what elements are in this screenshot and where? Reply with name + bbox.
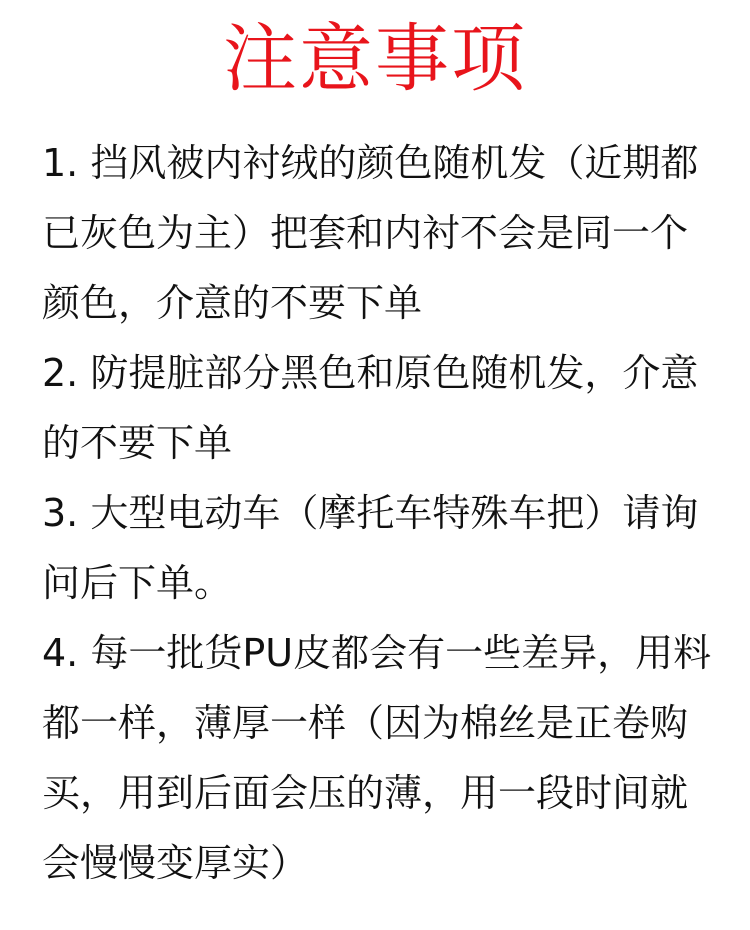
note-item-1: 1. 挡风被内衬绒的颜色随机发（近期都已灰色为主）把套和内衬不会是同一个颜色，介意的不要下单 — [42, 141, 699, 325]
note-item-3: 3. 大型电动车（摩托车特殊车把）请询问后下单。 — [42, 491, 699, 605]
notes-list — [42, 128, 712, 898]
note-item-2: 2. 防提脏部分黑色和原色随机发，介意的不要下单 — [42, 351, 699, 465]
note-item-4: 4. 每一批货PU皮都会有一些差异，用料都一样，薄厚一样（因为棉丝是正卷购买，用到后面会压的薄，用一段时间就会慢慢变厚实） — [42, 631, 712, 885]
page-title: 注意事项 — [223, 16, 527, 102]
